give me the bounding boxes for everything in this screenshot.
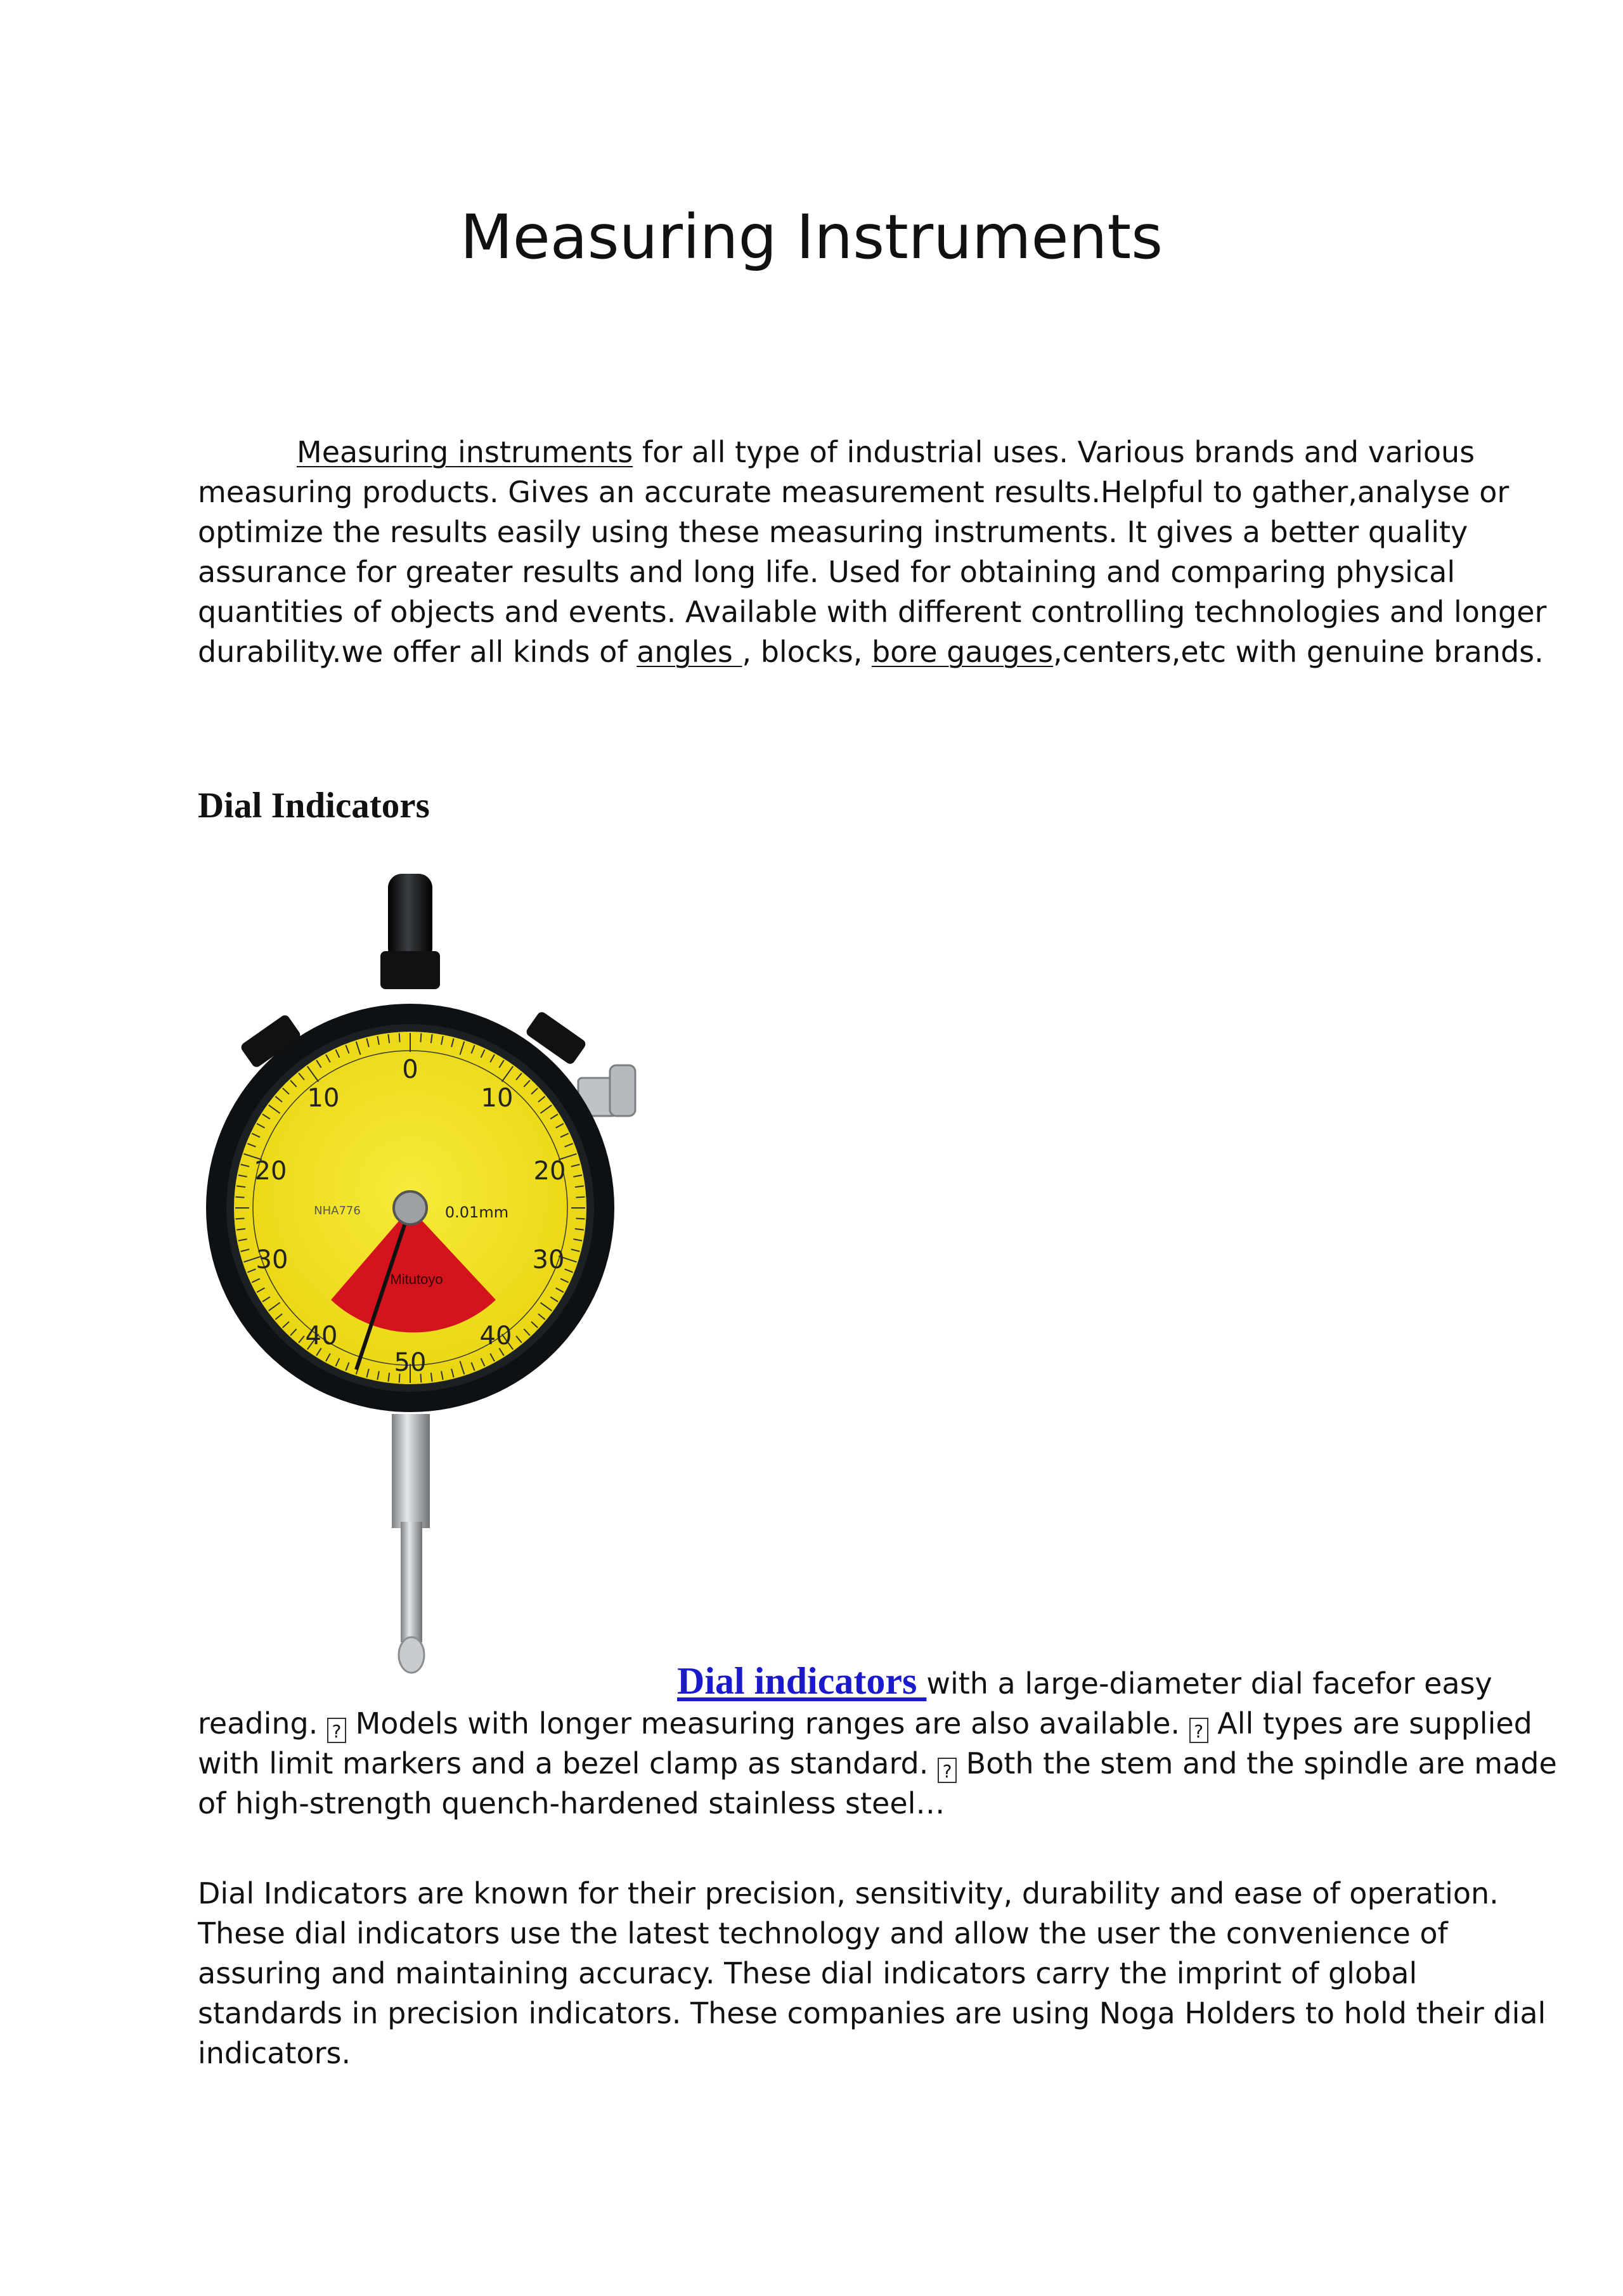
dial-tick	[236, 1197, 245, 1198]
bullet-glyph-icon: ?	[938, 1758, 957, 1783]
dial-label-0: 0	[402, 1055, 418, 1084]
bore-gauges-link[interactable]: bore gauges	[871, 635, 1054, 669]
dial-para-line-4: of high-strength quench-hardened stainless steel…	[198, 1786, 945, 1820]
bullet-glyph-icon: ?	[1189, 1718, 1208, 1743]
dial-indicators-link[interactable]: Dial indicators	[677, 1660, 927, 1702]
closing-line-3: assuring and maintaining accuracy. These dial indicators carry the imprint of global	[198, 1956, 1418, 1990]
dial-para-line-1: Dial indicators with a large-diameter dial facefor easy	[677, 1660, 1492, 1702]
dial-tick	[236, 1218, 245, 1219]
resolution-label: 0.01mm	[444, 1203, 509, 1221]
dial-label-20-right: 20	[533, 1157, 566, 1186]
dial-label-40-left: 40	[305, 1321, 338, 1351]
model-label: NHA776	[314, 1204, 361, 1217]
dial-label-50: 50	[394, 1348, 427, 1377]
intro-line-5: quantities of objects and events. Available with different controlling technologies and longer	[198, 595, 1547, 629]
page-title: Measuring Instruments	[460, 202, 1163, 273]
top-cap	[388, 874, 432, 963]
intro-line-6: durability.we offer all kinds of angles , blocks, bore gauges,centers,etc with genuine brands.	[198, 635, 1544, 669]
intro-line-2: measuring products. Gives an accurate measurement results.Helpful to gather,analyse or	[198, 475, 1510, 509]
stem	[392, 1414, 430, 1528]
top-cap-base	[380, 951, 440, 989]
closing-line-5: indicators.	[198, 2036, 351, 2070]
dial-label-10-right: 10	[481, 1084, 514, 1113]
closing-line-2: These dial indicators use the latest technology and allow the user the convenience of	[198, 1916, 1448, 1950]
bullet-glyph-icon: ?	[327, 1718, 346, 1743]
angles-link[interactable]: angles	[637, 635, 742, 669]
needle-hub	[394, 1191, 427, 1224]
dial-label-40-right: 40	[479, 1321, 512, 1351]
dial-indicator-image	[198, 856, 680, 1712]
dial-tick	[576, 1218, 585, 1219]
dial-label-20-left: 20	[254, 1157, 287, 1186]
dial-tick	[576, 1197, 585, 1198]
dial-label-30-right: 30	[532, 1245, 565, 1274]
closing-line-1: Dial Indicators are known for their precision, sensitivity, durability and ease of operation.	[198, 1876, 1499, 1910]
dial-label-30-left: 30	[255, 1245, 288, 1274]
closing-paragraph	[198, 1874, 1546, 2073]
dial-para-line-3: with limit markers and a bezel clamp as standard. ? Both the stem and the spindle are made	[198, 1746, 1557, 1782]
dial-tick	[399, 1034, 400, 1042]
dial-indicator-illustration	[198, 856, 680, 1712]
spindle	[401, 1522, 422, 1642]
measuring-instruments-link[interactable]: Measuring instruments	[297, 435, 633, 469]
intro-line-4: assurance for greater results and long life. Used for obtaining and comparing physical	[198, 555, 1456, 589]
dial-para-line-2: reading. ? Models with longer measuring ranges are also available. ? All types are supplied	[198, 1706, 1532, 1742]
intro-line-1: Measuring instruments for all type of industrial uses. Various brands and various	[297, 435, 1475, 469]
dial-label-10-left: 10	[307, 1084, 340, 1113]
closing-line-4: standards in precision indicators. These companies are using Noga Holders to hold their dial	[198, 1996, 1546, 2030]
section-heading-dial-indicators: Dial Indicators	[198, 786, 430, 826]
intro-line-3: optimize the results easily using these measuring instruments. It gives a better quality	[198, 515, 1468, 549]
intro-paragraph	[198, 432, 1547, 672]
dial-indicators-paragraph	[198, 1660, 1557, 1824]
dial-tick	[420, 1034, 421, 1042]
brand-text: Mitutoyo	[390, 1271, 443, 1287]
